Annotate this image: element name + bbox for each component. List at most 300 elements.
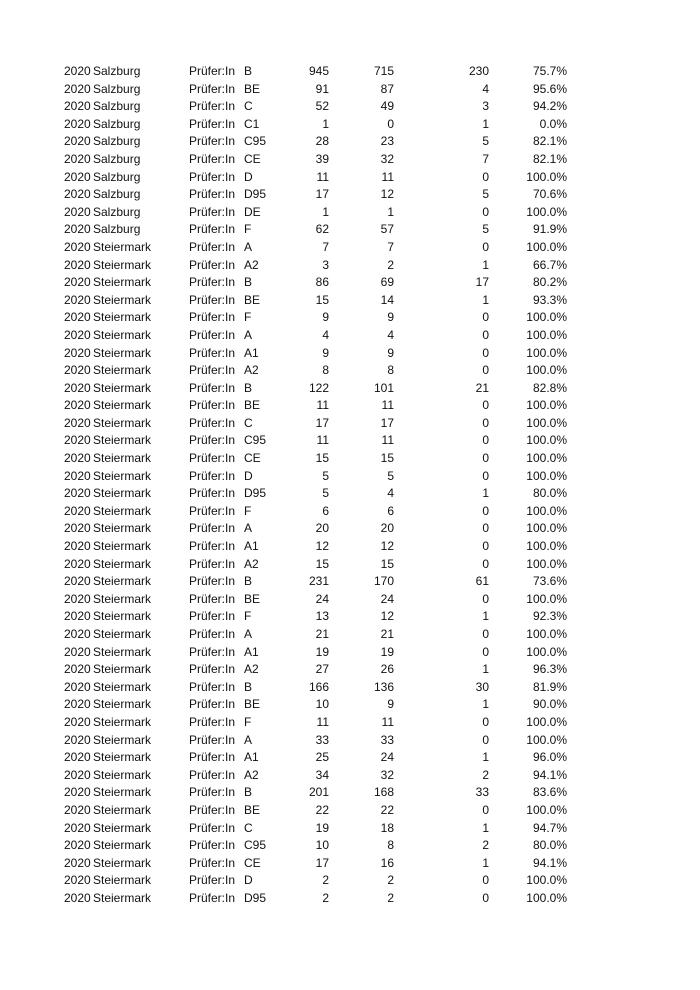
total-count-cell: 24: [315, 591, 329, 606]
license-class-cell: B: [244, 380, 253, 395]
passed-count-cell: 12: [380, 539, 394, 554]
pass-rate-cell: 100.0%: [526, 468, 567, 483]
failed-count-cell: 1: [482, 609, 489, 624]
total-count-cell: 15: [315, 451, 329, 466]
table-row: [64, 257, 584, 275]
data-table: [64, 63, 584, 908]
pass-rate-cell: 100.0%: [526, 591, 567, 606]
total-count-cell: 91: [315, 81, 329, 96]
total-count-cell: 231: [308, 574, 329, 589]
role-cell: Prüfer:In: [189, 785, 236, 800]
passed-count-cell: 22: [380, 802, 394, 817]
failed-count-cell: 0: [482, 873, 489, 888]
license-class-cell: BE: [244, 591, 261, 606]
license-class-cell: F: [244, 310, 252, 325]
role-cell: Prüfer:In: [189, 222, 236, 237]
license-class-cell: BE: [244, 398, 261, 413]
pass-rate-cell: 80.2%: [532, 275, 567, 290]
passed-count-cell: 23: [380, 134, 394, 149]
total-count-cell: 22: [315, 802, 329, 817]
table-row: [64, 186, 584, 204]
year-cell: 2020: [64, 609, 91, 624]
year-cell: 2020: [64, 292, 91, 307]
year-cell: 2020: [64, 310, 91, 325]
region-cell: Salzburg: [93, 187, 141, 202]
license-class-cell: A1: [244, 345, 259, 360]
year-cell: 2020: [64, 116, 91, 131]
failed-count-cell: 1: [482, 855, 489, 870]
table-row: [64, 274, 584, 292]
year-cell: 2020: [64, 81, 91, 96]
year-cell: 2020: [64, 99, 91, 114]
region-cell: Steiermark: [93, 750, 152, 765]
license-class-cell: B: [244, 785, 253, 800]
region-cell: Steiermark: [93, 855, 152, 870]
role-cell: Prüfer:In: [189, 539, 236, 554]
year-cell: 2020: [64, 574, 91, 589]
failed-count-cell: 0: [482, 451, 489, 466]
region-cell: Steiermark: [93, 679, 152, 694]
passed-count-cell: 57: [380, 222, 394, 237]
table-row: [64, 151, 584, 169]
region-cell: Steiermark: [93, 767, 152, 782]
passed-count-cell: 49: [380, 99, 394, 114]
failed-count-cell: 0: [482, 539, 489, 554]
role-cell: Prüfer:In: [189, 433, 236, 448]
license-class-cell: A2: [244, 556, 259, 571]
pass-rate-cell: 82.8%: [532, 380, 567, 395]
license-class-cell: A1: [244, 644, 259, 659]
failed-count-cell: 2: [482, 767, 489, 782]
failed-count-cell: 0: [482, 556, 489, 571]
license-class-cell: C95: [244, 134, 267, 149]
role-cell: Prüfer:In: [189, 292, 236, 307]
total-count-cell: 11: [316, 433, 329, 448]
pass-rate-cell: 100.0%: [526, 327, 567, 342]
passed-count-cell: 20: [380, 521, 394, 536]
region-cell: Steiermark: [93, 873, 152, 888]
license-class-cell: C1: [244, 116, 260, 131]
pass-rate-cell: 100.0%: [526, 714, 567, 729]
role-cell: Prüfer:In: [189, 873, 236, 888]
table-row: [64, 679, 584, 697]
failed-count-cell: 2: [482, 838, 489, 853]
failed-count-cell: 61: [475, 574, 489, 589]
role-cell: Prüfer:In: [189, 714, 236, 729]
region-cell: Steiermark: [93, 239, 152, 254]
region-cell: Steiermark: [93, 257, 152, 272]
passed-count-cell: 168: [373, 785, 394, 800]
table-row: [64, 432, 584, 450]
role-cell: Prüfer:In: [189, 820, 236, 835]
license-class-cell: CE: [244, 855, 261, 870]
passed-count-cell: 32: [380, 151, 394, 166]
passed-count-cell: 4: [387, 486, 394, 501]
region-cell: Salzburg: [93, 169, 141, 184]
region-cell: Steiermark: [93, 503, 152, 518]
license-class-cell: A1: [244, 750, 259, 765]
year-cell: 2020: [64, 468, 91, 483]
total-count-cell: 15: [315, 556, 329, 571]
failed-count-cell: 0: [482, 239, 489, 254]
pass-rate-cell: 94.1%: [532, 855, 567, 870]
table-row: [64, 644, 584, 662]
year-cell: 2020: [64, 838, 91, 853]
total-count-cell: 39: [315, 151, 329, 166]
passed-count-cell: 18: [380, 820, 394, 835]
total-count-cell: 28: [315, 134, 329, 149]
year-cell: 2020: [64, 732, 91, 747]
role-cell: Prüfer:In: [189, 662, 236, 677]
total-count-cell: 10: [315, 697, 329, 712]
pass-rate-cell: 100.0%: [526, 556, 567, 571]
license-class-cell: A2: [244, 257, 259, 272]
role-cell: Prüfer:In: [189, 327, 236, 342]
region-cell: Steiermark: [93, 838, 152, 853]
pass-rate-cell: 93.3%: [532, 292, 567, 307]
pass-rate-cell: 100.0%: [526, 521, 567, 536]
table-row: [64, 556, 584, 574]
role-cell: Prüfer:In: [189, 257, 236, 272]
year-cell: 2020: [64, 415, 91, 430]
role-cell: Prüfer:In: [189, 451, 236, 466]
role-cell: Prüfer:In: [189, 750, 236, 765]
role-cell: Prüfer:In: [189, 116, 236, 131]
table-row: [64, 133, 584, 151]
year-cell: 2020: [64, 204, 91, 219]
region-cell: Steiermark: [93, 433, 152, 448]
year-cell: 2020: [64, 697, 91, 712]
failed-count-cell: 0: [482, 204, 489, 219]
passed-count-cell: 0: [387, 116, 394, 131]
passed-count-cell: 8: [387, 838, 394, 853]
region-cell: Steiermark: [93, 468, 152, 483]
passed-count-cell: 2: [387, 873, 394, 888]
failed-count-cell: 0: [482, 415, 489, 430]
region-cell: Salzburg: [93, 134, 141, 149]
total-count-cell: 25: [315, 750, 329, 765]
failed-count-cell: 4: [482, 81, 489, 96]
role-cell: Prüfer:In: [189, 627, 236, 641]
license-class-cell: D: [244, 169, 253, 184]
table-row: [64, 784, 584, 802]
license-class-cell: D: [244, 468, 253, 483]
pass-rate-cell: 100.0%: [526, 345, 567, 360]
passed-count-cell: 32: [380, 767, 394, 782]
total-count-cell: 122: [308, 380, 329, 395]
total-count-cell: 15: [315, 292, 329, 307]
year-cell: 2020: [64, 64, 91, 78]
license-class-cell: B: [244, 275, 253, 290]
total-count-cell: 33: [315, 732, 329, 747]
license-class-cell: BE: [244, 81, 261, 96]
region-cell: Salzburg: [93, 151, 141, 166]
region-cell: Salzburg: [93, 81, 141, 96]
pass-rate-cell: 91.9%: [532, 222, 567, 237]
region-cell: Steiermark: [93, 627, 152, 641]
year-cell: 2020: [64, 750, 91, 765]
pass-rate-cell: 100.0%: [526, 644, 567, 659]
pass-rate-cell: 95.6%: [532, 81, 567, 96]
passed-count-cell: 33: [380, 732, 394, 747]
failed-count-cell: 1: [482, 292, 489, 307]
table-row: [64, 63, 584, 81]
license-class-cell: A: [244, 521, 253, 536]
total-count-cell: 9: [322, 345, 329, 360]
passed-count-cell: 5: [387, 468, 394, 483]
passed-count-cell: 715: [373, 64, 394, 78]
license-class-cell: A: [244, 327, 253, 342]
total-count-cell: 12: [315, 539, 329, 554]
table-row: [64, 872, 584, 890]
license-class-cell: A: [244, 732, 253, 747]
failed-count-cell: 0: [482, 644, 489, 659]
table-row: [64, 169, 584, 187]
license-class-cell: A: [244, 627, 253, 641]
year-cell: 2020: [64, 222, 91, 237]
failed-count-cell: 0: [482, 327, 489, 342]
failed-count-cell: 5: [482, 134, 489, 149]
role-cell: Prüfer:In: [189, 556, 236, 571]
failed-count-cell: 0: [482, 802, 489, 817]
table-row: [64, 415, 584, 433]
year-cell: 2020: [64, 345, 91, 360]
table-row: [64, 450, 584, 468]
region-cell: Steiermark: [93, 539, 152, 554]
license-class-cell: C: [244, 820, 253, 835]
role-cell: Prüfer:In: [189, 380, 236, 395]
table-row: [64, 503, 584, 521]
total-count-cell: 5: [322, 486, 329, 501]
role-cell: Prüfer:In: [189, 99, 236, 114]
total-count-cell: 1: [322, 116, 329, 131]
region-cell: Steiermark: [93, 345, 152, 360]
passed-count-cell: 16: [380, 855, 394, 870]
total-count-cell: 20: [315, 521, 329, 536]
year-cell: 2020: [64, 591, 91, 606]
pass-rate-cell: 66.7%: [532, 257, 567, 272]
role-cell: Prüfer:In: [189, 398, 236, 413]
region-cell: Steiermark: [93, 363, 152, 378]
role-cell: Prüfer:In: [189, 204, 236, 219]
failed-count-cell: 0: [482, 503, 489, 518]
role-cell: Prüfer:In: [189, 644, 236, 659]
year-cell: 2020: [64, 151, 91, 166]
license-class-cell: C95: [244, 838, 267, 853]
failed-count-cell: 1: [482, 697, 489, 712]
failed-count-cell: 0: [482, 714, 489, 729]
table-row: [64, 204, 584, 222]
role-cell: Prüfer:In: [189, 679, 236, 694]
pass-rate-cell: 100.0%: [526, 873, 567, 888]
table-row: [64, 345, 584, 363]
role-cell: Prüfer:In: [189, 363, 236, 378]
table-row: [64, 890, 584, 908]
license-class-cell: A2: [244, 767, 259, 782]
table-row: [64, 749, 584, 767]
failed-count-cell: 0: [482, 433, 489, 448]
license-class-cell: B: [244, 679, 253, 694]
year-cell: 2020: [64, 239, 91, 254]
region-cell: Salzburg: [93, 204, 141, 219]
role-cell: Prüfer:In: [189, 81, 236, 96]
passed-count-cell: 19: [380, 644, 394, 659]
table-row: [64, 520, 584, 538]
table-row: [64, 626, 584, 644]
passed-count-cell: 11: [381, 433, 394, 448]
failed-count-cell: 30: [475, 679, 489, 694]
role-cell: Prüfer:In: [189, 732, 236, 747]
pass-rate-cell: 80.0%: [532, 486, 567, 501]
region-cell: Steiermark: [93, 662, 152, 677]
region-cell: Steiermark: [93, 415, 152, 430]
passed-count-cell: 9: [387, 310, 394, 325]
role-cell: Prüfer:In: [189, 169, 236, 184]
region-cell: Steiermark: [93, 275, 152, 290]
region-cell: Steiermark: [93, 398, 152, 413]
region-cell: Steiermark: [93, 609, 152, 624]
table-row: [64, 221, 584, 239]
pass-rate-cell: 94.7%: [532, 820, 567, 835]
pass-rate-cell: 94.2%: [532, 99, 567, 114]
year-cell: 2020: [64, 486, 91, 501]
passed-count-cell: 15: [380, 556, 394, 571]
year-cell: 2020: [64, 451, 91, 466]
total-count-cell: 21: [315, 627, 329, 641]
pass-rate-cell: 100.0%: [526, 398, 567, 413]
role-cell: Prüfer:In: [189, 468, 236, 483]
pass-rate-cell: 0.0%: [539, 116, 567, 131]
table-row: [64, 732, 584, 750]
total-count-cell: 2: [322, 890, 329, 905]
passed-count-cell: 17: [380, 415, 394, 430]
year-cell: 2020: [64, 802, 91, 817]
year-cell: 2020: [64, 257, 91, 272]
failed-count-cell: 1: [482, 750, 489, 765]
region-cell: Steiermark: [93, 327, 152, 342]
role-cell: Prüfer:In: [189, 855, 236, 870]
role-cell: Prüfer:In: [189, 345, 236, 360]
license-class-cell: D95: [244, 890, 267, 905]
passed-count-cell: 8: [387, 363, 394, 378]
pass-rate-cell: 96.3%: [532, 662, 567, 677]
license-class-cell: C95: [244, 433, 267, 448]
failed-count-cell: 0: [482, 591, 489, 606]
year-cell: 2020: [64, 556, 91, 571]
total-count-cell: 52: [315, 99, 329, 114]
region-cell: Steiermark: [93, 644, 152, 659]
role-cell: Prüfer:In: [189, 609, 236, 624]
year-cell: 2020: [64, 327, 91, 342]
region-cell: Steiermark: [93, 820, 152, 835]
failed-count-cell: 33: [475, 785, 489, 800]
total-count-cell: 6: [322, 503, 329, 518]
pass-rate-cell: 83.6%: [532, 785, 567, 800]
role-cell: Prüfer:In: [189, 521, 236, 536]
failed-count-cell: 5: [482, 187, 489, 202]
license-class-cell: CE: [244, 451, 261, 466]
passed-count-cell: 26: [380, 662, 394, 677]
total-count-cell: 10: [315, 838, 329, 853]
table-row: [64, 837, 584, 855]
region-cell: Salzburg: [93, 64, 141, 78]
table-row: [64, 81, 584, 99]
year-cell: 2020: [64, 855, 91, 870]
pass-rate-cell: 100.0%: [526, 415, 567, 430]
passed-count-cell: 11: [381, 169, 394, 184]
region-cell: Salzburg: [93, 99, 141, 114]
pass-rate-cell: 100.0%: [526, 539, 567, 554]
table-row: [64, 327, 584, 345]
failed-count-cell: 21: [475, 380, 489, 395]
pass-rate-cell: 100.0%: [526, 310, 567, 325]
total-count-cell: 7: [322, 239, 329, 254]
license-class-cell: BE: [244, 292, 261, 307]
passed-count-cell: 12: [380, 609, 394, 624]
year-cell: 2020: [64, 521, 91, 536]
license-class-cell: A2: [244, 662, 259, 677]
pass-rate-cell: 94.1%: [532, 767, 567, 782]
table-row: [64, 767, 584, 785]
failed-count-cell: 0: [482, 310, 489, 325]
license-class-cell: B: [244, 64, 253, 78]
table-row: [64, 820, 584, 838]
pass-rate-cell: 80.0%: [532, 838, 567, 853]
passed-count-cell: 87: [380, 81, 394, 96]
pass-rate-cell: 82.1%: [532, 134, 567, 149]
table-row: [64, 468, 584, 486]
table-row: [64, 573, 584, 591]
role-cell: Prüfer:In: [189, 890, 236, 905]
table-row: [64, 591, 584, 609]
total-count-cell: 2: [322, 873, 329, 888]
total-count-cell: 1: [322, 204, 329, 219]
failed-count-cell: 1: [482, 662, 489, 677]
table-row: [64, 538, 584, 556]
region-cell: Steiermark: [93, 785, 152, 800]
passed-count-cell: 170: [373, 574, 394, 589]
pass-rate-cell: 100.0%: [526, 451, 567, 466]
total-count-cell: 11: [316, 398, 329, 413]
pass-rate-cell: 100.0%: [526, 890, 567, 905]
pass-rate-cell: 73.6%: [532, 574, 567, 589]
passed-count-cell: 69: [380, 275, 394, 290]
failed-count-cell: 0: [482, 627, 489, 641]
failed-count-cell: 0: [482, 732, 489, 747]
table-row: [64, 116, 584, 134]
failed-count-cell: 7: [482, 151, 489, 166]
year-cell: 2020: [64, 398, 91, 413]
pass-rate-cell: 100.0%: [526, 433, 567, 448]
role-cell: Prüfer:In: [189, 767, 236, 782]
license-class-cell: BE: [244, 697, 261, 712]
passed-count-cell: 2: [387, 257, 394, 272]
total-count-cell: 166: [308, 679, 329, 694]
year-cell: 2020: [64, 820, 91, 835]
total-count-cell: 8: [322, 363, 329, 378]
year-cell: 2020: [64, 134, 91, 149]
year-cell: 2020: [64, 187, 91, 202]
passed-count-cell: 12: [380, 187, 394, 202]
table-row: [64, 855, 584, 873]
region-cell: Steiermark: [93, 486, 152, 501]
year-cell: 2020: [64, 380, 91, 395]
pass-rate-cell: 100.0%: [526, 627, 567, 641]
total-count-cell: 17: [315, 187, 329, 202]
total-count-cell: 945: [308, 64, 329, 78]
license-class-cell: C: [244, 415, 253, 430]
year-cell: 2020: [64, 714, 91, 729]
